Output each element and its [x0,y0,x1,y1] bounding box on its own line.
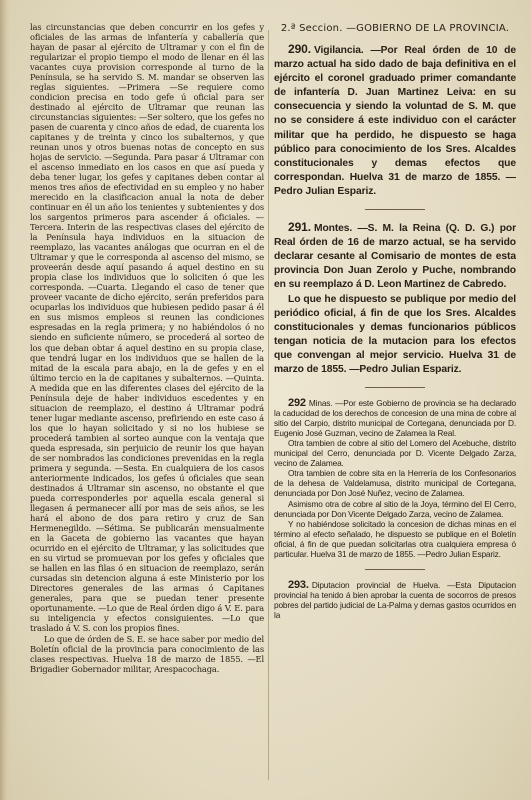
notice-paragraph: Otra tambien de cobre al sitio del Lomero del Acebuche, distrito municipal del Cerro, denunciada por D. Vicente Delgado Zarza, vecino de Zalamea. [274,438,516,469]
notice-separator [365,569,425,570]
notice-293 [274,580,516,620]
notice-separator [365,209,425,210]
notice-292 [274,398,516,559]
right-column [274,22,516,790]
notice-text: Minas. —Por este Gobierno de provincia se ha declarado la caducidad de los derechos de concesion de una mina de cobre al sitio del Carpio, distrito municipal de Cortegana, denunciada por D. Eugenio José Guzman, vecino de Zalamea la Real. [274,398,516,439]
notice-number: 290. [288,42,311,56]
notice-paragraph: Asimismo otra de cobre al sitio de la Joya, término del El Cerro, denunciada por Don Vicente Delgado Zarza, vecino de Zalamea. [274,498,516,519]
notice-separator [365,387,425,388]
notice-paragraph: Y no habiéndose solicitado la concesion de dichas minas en el término al efecto señalado, he dispuesto se publique en el Boletín oficial, á fin de que puedan solicitarlas otra cualquiera empresa ó particular. Huelva 31 de marzo de 1855. —Pedro Julian Espariz. [274,518,516,559]
notice-paragraph: Otra tambien de cobre sita en la Herrería de los Confesonarios de la dehesa de Valdelamusa, distrito municipal de Cortegana, denunciada por Don José Nuñez, vecino de Zalamea. [274,468,516,499]
left-column-closing: Lo que de órden de S. E. se hace saber por medio del Boletín oficial de la provincia para conocimiento de las clases respectivas. Huelva 18 de marzo de 1855. —El Brigadier Gobernador militar, Arespacochaga. [30,633,264,674]
notice-290 [274,42,516,199]
notice-text: Vigilancia. —Por Real órden de 10 de marzo actual ha sido dado de baja definitiva en el ejército el coronel graduado primer comandante de infantería D. Juan Martinez Leiva: en su consecuencia y siendo la voluntad de S. M. que no se considere á este individuo con el carácter militar que ha perdido, he dispuesto se haga público para conocimiento de los Sres. Alcaldes constitucionales y demas efectos que correspondan. Huelva 31 de marzo de 1855. —Pedro Julian Espariz. [274,45,516,197]
notice-text: Diputacion provincial de Huelva. —Esta Diputacion provincial ha tenido á bien aprobar la cuenta de socorros de presos pobres del partido judicial de La-Palma y demas gastos ocurridos en la [274,579,516,620]
left-column [30,22,264,790]
notice-291 [274,220,516,377]
notice-number: 293. [288,578,309,591]
notice-text-continuation: Lo que he dispuesto se publique por medio del periódico oficial, á fin de que los Sres. Alcaldes constitucionales y demas funcionarios públicos tengan noticia de la mutacion para los efectos que convengan al mejor servicio. Huelva 31 de marzo de 1855. —Pedro Julian Espariz. [274,293,516,375]
notice-number: 292 [288,397,306,410]
column-divider [268,30,269,780]
notice-text: Montes. —S. M. la Reina (Q. D. G.) por Real órden de 16 de marzo actual, se ha servido declarar cesante al Comisario de montes de esta provincia Don Juan Zerolo y Puche, nombrando en su reemplazo á D. Leon Martinez de Cabredo. [274,223,516,291]
section-heading: 2.ª Seccion. —GOBIERNO DE LA PROVINCIA. [280,23,510,34]
left-column-body: las circunstancias que deben concurrir en los gefes y oficiales de las armas de infantería y caballería que hayan de pasar al ejército de Ultramar y con el fin de regularizar el propio tiempo el modo de llenar en él las vacantes cuya provision corresponde al turno de la Península, se ha servido S. M. mandar se observen las reglas siguientes. —Primera —Se requiere como condicion precisa en todo gefe ú oficial para ser destinado al ejército de Ultramar que reunan las circunstancias siguientes: —Ser soltero, que los gefes no pasen de cuarenta y cinco años de edad, de cuarenta los capitanes y de treinta y cinco los subalternos, y que reunan unos y otros buenas notas de concepto en sus hojas de servicio. —Segunda. Para pasar á Ultramar con el ascenso inmediato en los casos en que así pueda y deba tener lugar, los gefes y capitanes deben contar al menos tres años de efectividad en su empleo y no haber merecido en la clasificacion anual la nota de deber continuar en él un año los tenientes y subtenientes y dos los sargentos primeros para ascender á oficiales. —Tercera. Interin de las respectivas clases del ejército de la Península haya individuos en la situacion de reemplazo, las vacantes análogas que ocurran en el de Ultramar y que le corresponda al ascenso del mismo, se proveerán desde aquí pasando á aquel destino en su propia clase los individuos que lo soliciten ó que les corresponda. —Cuarta. Llegando el caso de tener que proveer vacante de dicho ejército, serán preferidos para ocuparlas los individuos que hubiesen pedido pasar á él en sus mismos empleos si reunen las condiciones espresadas en la regla primera; y no habiéndolos ó no siendo en suficiente número, se procederá al sorteo de los que deban obtar á aquel destino en su propia clase, que tendrá lugar en los individuos que se hallen de la mitad de la escala para abajo, en la de gefes y en el último tercio en la de capitanes y subalternos. —Quinta. A medida que en las diferentes clases del ejército de la Península deje de haber individuos escedentes y en situacion de reemplazo, el destino á Ultramar podrá tener lugar mediante ascenso, prefiriendo en este caso á los que lo hayan solicitado y si no los hubiese se procederá tambien al sorteo aunque con la ventaja que queda espresada, sin perjuicio de reunir los que hayan de ser nombrados las condiciones prevenidas en la regla primera y segunda. —Sesta. En cualquiera de los casos anteriormente indicados, los gefes ú oficiales que sean destinados á Ultramar sin ascenso, no obstante el que pueda corresponderles por aquella escala general si llegasen á permanecer allí por mas de seis años, se les hará el abono de dos para retiro y cruz de San Hermenegildo. —Sétima. Se publicarán mensualmente en la Gaceta de gobierno las vacantes que hayan ocurrido en el ejército de Ultramar, y las solicitudes que en su virtud se promuevan por los gefes y oficiales que se hallen en las filas ó en situacion de reemplazo, serán cursadas sin detencion alguna á este Ministerio por los Directores generales de las armas ó Capitanes generales, para que se puedan tener presente oportunamente. —Lo que de Real órden digo á V. E. para su inteligencia y efectos consiguientes. —Lo que traslado á V. S. con los propios fines. [30,22,264,633]
page-binding-shadow [0,0,10,800]
notice-number: 291. [288,220,311,235]
